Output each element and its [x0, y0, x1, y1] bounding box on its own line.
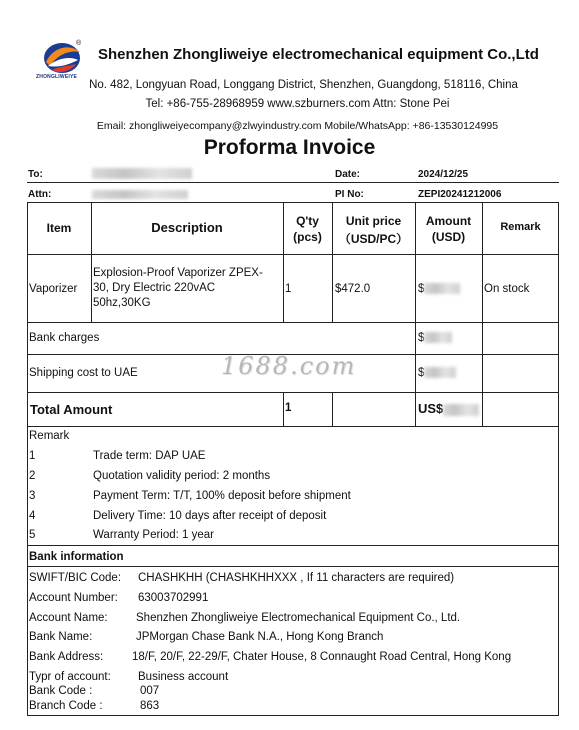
row-divider — [27, 392, 559, 393]
pi-value: ZEPI20241212006 — [418, 189, 502, 200]
bank-label: Bank Code : — [29, 685, 93, 697]
to-value-redacted — [92, 168, 192, 179]
col-divider — [332, 392, 333, 426]
registered-mark: ® — [76, 40, 82, 47]
header-qty: Q'ty — [296, 214, 319, 228]
header-amount: Amount — [425, 214, 472, 228]
attn-label: Attn: — [28, 189, 52, 200]
row-divider — [27, 322, 559, 323]
page-title: Proforma Invoice — [203, 136, 376, 159]
row-description-line: Explosion-Proof Vaporizer ZPEX- — [93, 267, 263, 279]
col-divider — [482, 202, 483, 426]
row-unit-price: $472.0 — [335, 283, 371, 295]
watermark: 1688.com — [221, 352, 357, 380]
remark-num: 1 — [29, 450, 36, 462]
remark-text: Quotation validity period: 2 months — [93, 470, 271, 482]
company-email: Email: zhongliweiyecompany@zlwyindustry.com Mobile/WhatsApp: +86-13530124995 — [96, 120, 499, 132]
row-divider — [27, 566, 559, 567]
bank-label: SWIFT/BIC Code: — [29, 572, 122, 584]
bank-label: Bank Address: — [29, 651, 104, 663]
date-label: Date: — [335, 169, 361, 180]
bank-value: JPMorgan Chase Bank N.A., Hong Kong Branch — [136, 631, 384, 643]
bank-value: 007 — [140, 685, 160, 697]
bank-label: Branch Code : — [29, 700, 103, 712]
remark-num: 2 — [29, 470, 36, 482]
remark-text: Trade term: DAP UAE — [93, 450, 206, 462]
header-remark: Remark — [500, 221, 541, 233]
total-label: Total Amount — [30, 402, 113, 417]
row-description-line: 50hz,30KG — [93, 297, 151, 309]
row-divider — [27, 254, 559, 255]
remark-text: Delivery Time: 10 days after receipt of deposit — [93, 510, 327, 522]
total-amount: US$ — [418, 401, 479, 416]
header-amount-unit: (USD) — [431, 230, 466, 244]
shipping-label: Shipping cost to UAE — [29, 367, 138, 379]
header-description: Description — [151, 220, 223, 235]
to-label: To: — [28, 169, 43, 180]
row-divider — [27, 426, 559, 427]
bank-value: 18/F, 20/F, 22-29/F, Chater House, 8 Connaught Road Central, Hong Kong — [132, 651, 512, 663]
row-divider — [27, 545, 559, 546]
bank-info-title: Bank information — [29, 551, 124, 563]
header-qty-unit: (pcs) — [293, 230, 322, 244]
row-description-line: 30, Dry Electric 220vAC — [93, 282, 216, 294]
remark-title: Remark — [29, 430, 70, 442]
row-qty: 1 — [285, 283, 292, 295]
remark-num: 5 — [29, 529, 36, 541]
bank-value: 63003702991 — [138, 592, 209, 604]
letterhead — [0, 0, 579, 135]
pi-label: PI No: — [335, 189, 364, 200]
bank-value: Business account — [138, 671, 229, 683]
header-unit-price: Unit price — [345, 214, 402, 228]
company-name: Shenzhen Zhongliweiye electromechanical equipment Co.,Ltd — [98, 46, 539, 63]
bank-value: 863 — [140, 700, 160, 712]
col-divider — [283, 392, 284, 426]
bank-label: Account Name: — [29, 612, 108, 624]
remark-num: 4 — [29, 510, 36, 522]
row-amount: $ — [418, 283, 460, 295]
remark-num: 3 — [29, 490, 36, 502]
header-unit-price-unit: （USD/PC） — [338, 232, 409, 246]
bank-value: CHASHKHH (CHASHKHHXXX , If 11 characters are required) — [138, 572, 455, 584]
attn-value-redacted — [92, 189, 188, 200]
logo-text: ZHONGLIWEIYE — [36, 74, 78, 80]
row-remark: On stock — [484, 283, 530, 295]
bank-value: Shenzhen Zhongliweiye Electromechanical Equipment Co., Ltd. — [136, 612, 461, 624]
bank-charges-label: Bank charges — [29, 332, 100, 344]
divider — [27, 182, 559, 183]
header-item: Item — [46, 221, 72, 235]
bank-label: Typr of account: — [29, 671, 111, 683]
company-address: No. 482, Longyuan Road, Longgang District, Shenzhen, Guangdong, 518116, China — [89, 79, 518, 91]
row-item: Vaporizer — [29, 283, 78, 295]
bank-label: Account Number: — [29, 592, 118, 604]
shipping-value: $ — [418, 367, 456, 379]
company-contact: Tel: +86-755-28968959 www.szburners.com Attn: Stone Pei — [145, 98, 450, 110]
bank-label: Bank Name: — [29, 631, 93, 643]
total-qty: 1 — [285, 402, 292, 414]
bank-charges-value: $ — [418, 332, 452, 344]
remark-text: Warranty Period: 1 year — [93, 529, 215, 541]
remark-text: Payment Term: T/T, 100% deposit before shipment — [93, 490, 351, 502]
date-value: 2024/12/25 — [418, 169, 469, 180]
